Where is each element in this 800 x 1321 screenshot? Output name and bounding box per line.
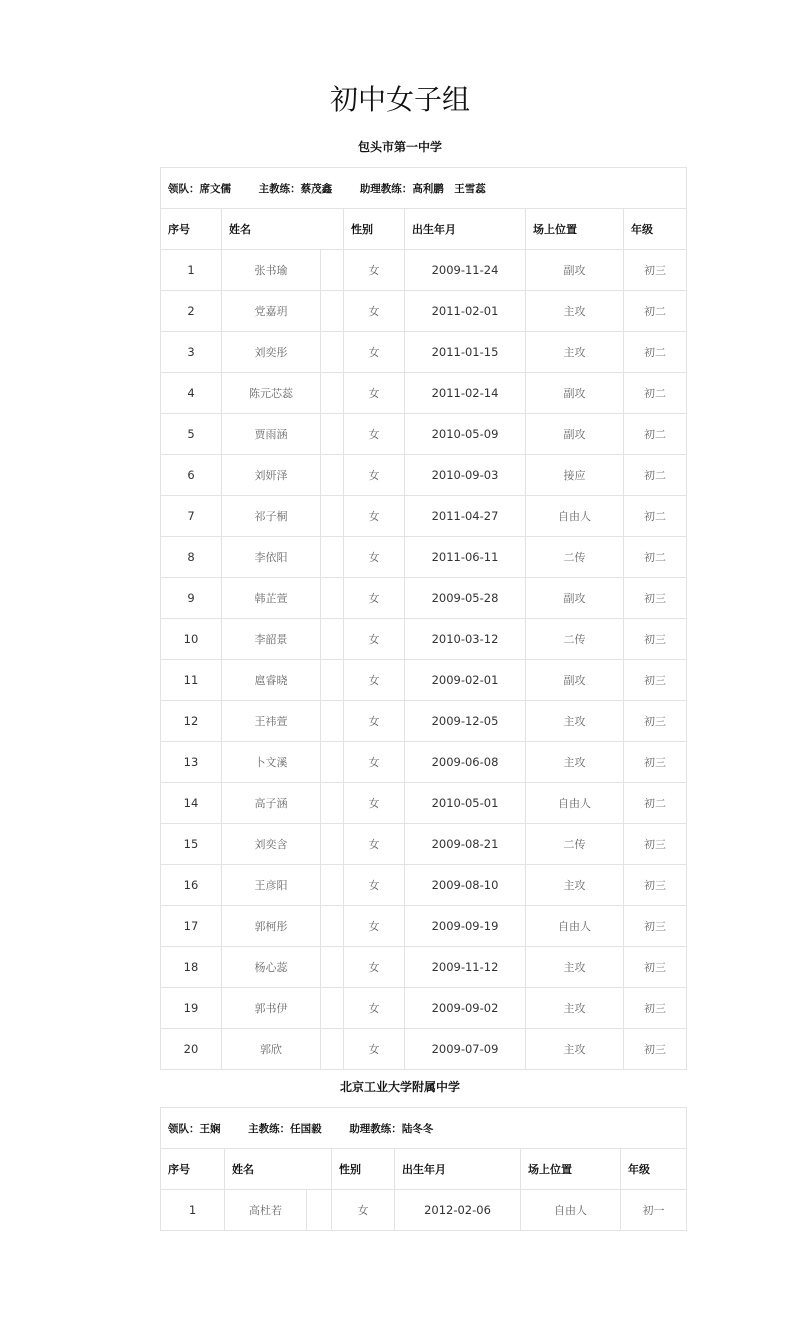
empty-cell — [321, 824, 344, 865]
player-no: 8 — [161, 537, 222, 578]
player-name: 贾雨涵 — [222, 414, 321, 455]
player-grade: 初三 — [624, 578, 687, 619]
player-name: 韩芷萱 — [222, 578, 321, 619]
empty-cell — [307, 1190, 332, 1231]
player-name: 王彦阳 — [222, 865, 321, 906]
player-position: 自由人 — [526, 906, 624, 947]
player-no: 4 — [161, 373, 222, 414]
empty-cell — [321, 660, 344, 701]
player-no: 2 — [161, 291, 222, 332]
leader: 领队：席文儒 — [168, 182, 231, 195]
empty-cell — [321, 291, 344, 332]
player-birth: 2009-05-28 — [405, 578, 526, 619]
player-name: 郭书伊 — [222, 988, 321, 1029]
roster-table-1 — [160, 167, 687, 1070]
player-birth: 2009-08-10 — [405, 865, 526, 906]
assistant-coaches: 助理教练：高利鹏 王雪蕊 — [359, 182, 486, 195]
player-name: 王祎萱 — [222, 701, 321, 742]
player-birth: 2009-11-12 — [405, 947, 526, 988]
player-name: 刘奕彤 — [222, 332, 321, 373]
player-no: 18 — [161, 947, 222, 988]
player-no: 17 — [161, 906, 222, 947]
player-sex: 女 — [344, 865, 405, 906]
player-name: 李依阳 — [222, 537, 321, 578]
player-birth: 2009-06-08 — [405, 742, 526, 783]
player-position: 副攻 — [526, 250, 624, 291]
player-grade: 初二 — [624, 455, 687, 496]
col-header-sex: 性别 — [344, 209, 405, 250]
col-header-name: 姓名 — [225, 1149, 332, 1190]
player-sex: 女 — [344, 660, 405, 701]
table-row — [161, 906, 687, 947]
header-row — [161, 209, 687, 250]
player-position: 主攻 — [526, 1029, 624, 1070]
player-no: 7 — [161, 496, 222, 537]
player-sex: 女 — [344, 783, 405, 824]
empty-cell — [321, 783, 344, 824]
player-name: 祁子桐 — [222, 496, 321, 537]
col-header-position: 场上位置 — [526, 209, 624, 250]
player-no: 12 — [161, 701, 222, 742]
player-sex: 女 — [344, 742, 405, 783]
roster-table-2 — [160, 1107, 687, 1231]
empty-cell — [321, 537, 344, 578]
table-row — [161, 496, 687, 537]
player-sex: 女 — [344, 1029, 405, 1070]
player-position: 主攻 — [526, 291, 624, 332]
player-birth: 2010-05-09 — [405, 414, 526, 455]
player-sex: 女 — [344, 373, 405, 414]
player-no: 19 — [161, 988, 222, 1029]
table-row — [161, 414, 687, 455]
player-sex: 女 — [344, 496, 405, 537]
staff-row — [161, 1108, 687, 1149]
player-sex: 女 — [344, 824, 405, 865]
player-position: 副攻 — [526, 373, 624, 414]
player-position: 副攻 — [526, 414, 624, 455]
empty-cell — [321, 906, 344, 947]
player-birth: 2009-11-24 — [405, 250, 526, 291]
player-name: 卜文溪 — [222, 742, 321, 783]
player-sex: 女 — [332, 1190, 395, 1231]
table-row — [161, 578, 687, 619]
table-row — [161, 947, 687, 988]
empty-cell — [321, 742, 344, 783]
player-name: 郭欣 — [222, 1029, 321, 1070]
player-no: 3 — [161, 332, 222, 373]
col-header-grade: 年级 — [621, 1149, 687, 1190]
player-name: 郭柯彤 — [222, 906, 321, 947]
player-birth: 2011-04-27 — [405, 496, 526, 537]
empty-cell — [321, 373, 344, 414]
player-no: 20 — [161, 1029, 222, 1070]
player-position: 接应 — [526, 455, 624, 496]
player-grade: 初三 — [624, 988, 687, 1029]
player-sex: 女 — [344, 537, 405, 578]
player-position: 二传 — [526, 824, 624, 865]
player-position: 自由人 — [526, 783, 624, 824]
player-sex: 女 — [344, 906, 405, 947]
player-position: 自由人 — [526, 496, 624, 537]
player-position: 主攻 — [526, 701, 624, 742]
player-grade: 初三 — [624, 742, 687, 783]
player-position: 主攻 — [526, 947, 624, 988]
table-row — [161, 332, 687, 373]
player-sex: 女 — [344, 619, 405, 660]
player-sex: 女 — [344, 578, 405, 619]
col-header-no: 序号 — [161, 1149, 225, 1190]
school-name-2: 北京工业大学附属中学 — [339, 1080, 460, 1094]
assistant-coaches: 助理教练：陆冬冬 — [349, 1122, 434, 1135]
player-grade: 初二 — [624, 783, 687, 824]
head-coach: 主教练：蔡茂鑫 — [258, 182, 333, 195]
player-birth: 2009-08-21 — [405, 824, 526, 865]
player-birth: 2012-02-06 — [395, 1190, 521, 1231]
player-no: 16 — [161, 865, 222, 906]
col-header-name: 姓名 — [222, 209, 344, 250]
empty-cell — [321, 947, 344, 988]
player-name: 李韶景 — [222, 619, 321, 660]
table-row — [161, 783, 687, 824]
page-title: 初中女子组 — [329, 83, 470, 116]
table-row — [161, 291, 687, 332]
player-position: 主攻 — [526, 332, 624, 373]
staff-info — [161, 168, 687, 209]
player-no: 11 — [161, 660, 222, 701]
empty-cell — [321, 332, 344, 373]
col-header-birth: 出生年月 — [395, 1149, 521, 1190]
player-position: 主攻 — [526, 742, 624, 783]
player-position: 副攻 — [526, 660, 624, 701]
player-name: 刘奕含 — [222, 824, 321, 865]
staff-row — [161, 168, 687, 209]
table-row — [161, 742, 687, 783]
player-grade: 初二 — [624, 373, 687, 414]
empty-cell — [321, 496, 344, 537]
school-name-1: 包头市第一中学 — [357, 140, 442, 154]
table-row — [161, 1190, 687, 1231]
empty-cell — [321, 250, 344, 291]
player-no: 15 — [161, 824, 222, 865]
table-row — [161, 824, 687, 865]
player-grade: 初三 — [624, 250, 687, 291]
table-row — [161, 537, 687, 578]
col-header-position: 场上位置 — [521, 1149, 621, 1190]
col-header-grade: 年级 — [624, 209, 687, 250]
player-name: 扈睿晓 — [222, 660, 321, 701]
table-row — [161, 701, 687, 742]
player-no: 10 — [161, 619, 222, 660]
player-name: 高子涵 — [222, 783, 321, 824]
empty-cell — [321, 701, 344, 742]
player-birth: 2010-05-01 — [405, 783, 526, 824]
player-birth: 2009-02-01 — [405, 660, 526, 701]
col-header-birth: 出生年月 — [405, 209, 526, 250]
table-row — [161, 373, 687, 414]
leader: 领队：王娴 — [168, 1122, 221, 1135]
player-position: 主攻 — [526, 865, 624, 906]
table-row — [161, 455, 687, 496]
player-position: 二传 — [526, 619, 624, 660]
player-grade: 初三 — [624, 824, 687, 865]
player-grade: 初三 — [624, 865, 687, 906]
empty-cell — [321, 619, 344, 660]
empty-cell — [321, 414, 344, 455]
empty-cell — [321, 1029, 344, 1070]
player-birth: 2009-07-09 — [405, 1029, 526, 1070]
player-no: 5 — [161, 414, 222, 455]
header-row — [161, 1149, 687, 1190]
table-row — [161, 865, 687, 906]
table-row — [161, 988, 687, 1029]
player-no: 6 — [161, 455, 222, 496]
player-grade: 初三 — [624, 701, 687, 742]
player-name: 刘妍泽 — [222, 455, 321, 496]
player-sex: 女 — [344, 947, 405, 988]
player-sex: 女 — [344, 988, 405, 1029]
col-header-sex: 性别 — [332, 1149, 395, 1190]
player-birth: 2010-09-03 — [405, 455, 526, 496]
empty-cell — [321, 988, 344, 1029]
player-birth: 2011-02-14 — [405, 373, 526, 414]
table-row — [161, 660, 687, 701]
player-sex: 女 — [344, 414, 405, 455]
table-row — [161, 619, 687, 660]
player-sex: 女 — [344, 455, 405, 496]
player-name: 杨心蕊 — [222, 947, 321, 988]
player-grade: 初三 — [624, 906, 687, 947]
table-row — [161, 1029, 687, 1070]
player-grade: 初三 — [624, 660, 687, 701]
player-grade: 初三 — [624, 947, 687, 988]
player-birth: 2009-09-19 — [405, 906, 526, 947]
player-birth: 2009-09-02 — [405, 988, 526, 1029]
player-sex: 女 — [344, 291, 405, 332]
player-name: 党嘉玥 — [222, 291, 321, 332]
player-name: 陈元芯蕊 — [222, 373, 321, 414]
player-grade: 初一 — [621, 1190, 687, 1231]
player-name: 张书瑜 — [222, 250, 321, 291]
staff-info — [161, 1108, 687, 1149]
player-position: 副攻 — [526, 578, 624, 619]
player-grade: 初三 — [624, 1029, 687, 1070]
player-birth: 2010-03-12 — [405, 619, 526, 660]
player-sex: 女 — [344, 701, 405, 742]
player-birth: 2011-02-01 — [405, 291, 526, 332]
player-no: 1 — [161, 1190, 225, 1231]
empty-cell — [321, 865, 344, 906]
head-coach: 主教练：任国毅 — [248, 1122, 322, 1135]
player-grade: 初二 — [624, 496, 687, 537]
player-grade: 初二 — [624, 537, 687, 578]
player-birth: 2011-06-11 — [405, 537, 526, 578]
player-name: 高杜若 — [225, 1190, 307, 1231]
empty-cell — [321, 455, 344, 496]
player-no: 14 — [161, 783, 222, 824]
player-sex: 女 — [344, 332, 405, 373]
player-grade: 初二 — [624, 332, 687, 373]
player-grade: 初二 — [624, 291, 687, 332]
player-no: 13 — [161, 742, 222, 783]
table-row — [161, 250, 687, 291]
player-position: 主攻 — [526, 988, 624, 1029]
player-no: 1 — [161, 250, 222, 291]
player-birth: 2011-01-15 — [405, 332, 526, 373]
player-no: 9 — [161, 578, 222, 619]
player-birth: 2009-12-05 — [405, 701, 526, 742]
col-header-no: 序号 — [161, 209, 222, 250]
player-grade: 初二 — [624, 414, 687, 455]
player-grade: 初三 — [624, 619, 687, 660]
player-sex: 女 — [344, 250, 405, 291]
player-position: 二传 — [526, 537, 624, 578]
player-position: 自由人 — [521, 1190, 621, 1231]
empty-cell — [321, 578, 344, 619]
